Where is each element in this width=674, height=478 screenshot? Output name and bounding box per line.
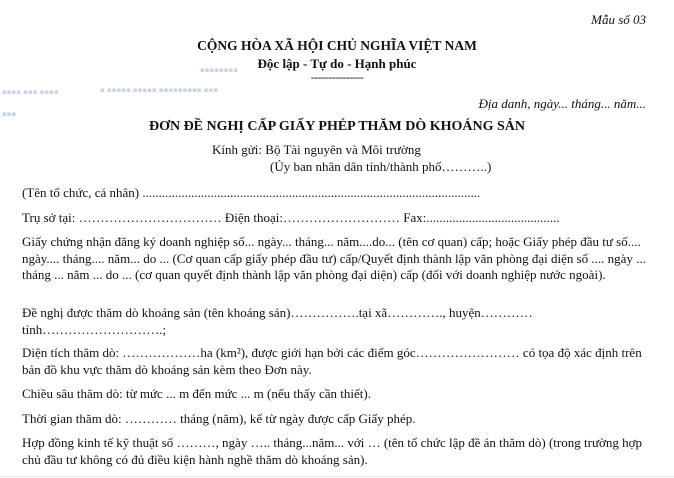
field-duration: Thời gian thăm dò: ………… tháng (năm), kể từ ngày được cấp Giấy phép.	[22, 411, 416, 426]
motto: Độc lập - Tự do - Hạnh phúc	[257, 56, 417, 71]
field-area: Diện tích thăm dò: ………………ha (km²), được giới hạn bởi các điểm góc…………………… có tọa độ xác định trên bản đồ khu vực thăm dò khoáng sản kèm theo Đơn này.	[22, 345, 642, 377]
faint-mark: ▪▪▪	[2, 110, 17, 118]
document-title: ĐƠN ĐỀ NGHỊ CẤP GIẤY PHÉP THĂM DÒ KHOÁNG SẢN	[148, 119, 526, 134]
bottom-rule	[0, 476, 674, 477]
faint-mark: ▪▪▪▪ ▪▪▪ ▪▪▪▪	[2, 88, 59, 96]
faint-mark: ▪▪▪▪▪▪▪▪	[200, 66, 238, 74]
recipient-line-2: (Ủy ban nhân dân tỉnh/thành phố………..)	[270, 159, 492, 174]
separator: ---------------	[310, 70, 364, 84]
field-business-cert: Giấy chứng nhận đăng ký doanh nghiệp số... ngày... tháng... năm....do... (tên cơ quan) cấp; hoặc Giấy phép đầu tư số.... ngày.... tháng.... năm... do ... (Cơ quan cấp giấy phép đầu tư) cấp/Quyết định thành lập văn phòng đại diện số .... ngày ... tháng ... năm ... do ... (cơ quan quyết định thành lập văn phòng đại diện) cấp (đối với doanh nghiệp nước ngoài).	[22, 234, 646, 282]
field-request: Đề nghị được thăm dò khoáng sản (tên khoáng sản)…………….tại xã…………., huyện………… tỉnh……………………….;	[22, 305, 533, 337]
field-address: Trụ sở tại: …………………………… Điện thoại:……………………… Fax:.........................................	[22, 210, 560, 225]
form-number: Mẫu số 03	[591, 12, 646, 27]
field-contract: Hợp đồng kinh tế kỹ thuật số ………, ngày ….. tháng...năm... với … (tên tổ chức lập đề án thăm dò) (trong trường hợp chủ đầu tư không có đủ điều kiện hành nghề thăm dò khoáng sản).	[22, 435, 642, 467]
national-title: CỘNG HÒA XÃ HỘI CHỦ NGHĨA VIỆT NAM	[197, 38, 477, 53]
field-depth: Chiều sâu thăm dò: từ mức ... m đến mức ... m (nếu thấy cần thiết).	[22, 386, 371, 401]
place-date: Địa danh, ngày... tháng... năm...	[478, 96, 646, 111]
field-org-name: (Tên tổ chức, cá nhân) ........................................................................................................	[22, 185, 481, 200]
recipient-line-1: Kính gửi: Bộ Tài nguyên và Môi trường	[212, 142, 421, 157]
faint-mark: ▪ ▪▪▪▪▪ ▪▪▪▪▪ ▪▪▪▪▪▪▪▪▪ ▪▪▪	[100, 86, 219, 94]
